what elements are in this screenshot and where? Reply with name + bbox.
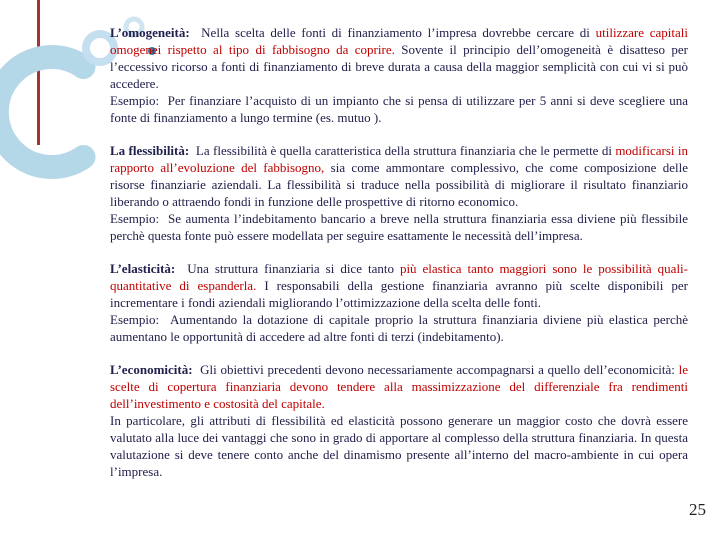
body-text: Esempio: Se aumenta l’indebitamento bancario a breve nella struttura finanziaria essa diviene più flessibile perchè questa fonte può essere modellata per seguire esattamente le necessità dell’impresa. — [110, 211, 688, 243]
paragraph-elasticita — [110, 260, 688, 345]
body-text: Gli obiettivi precedenti devono necessariamente accompagnarsi a quello dell’economicità: — [192, 362, 679, 377]
body-text: Esempio: Aumentando la dotazione di capitale proprio la struttura finanziaria diviene più elastica perchè aumentano le opportunità di accedere ad altre fonti di terzi (indebitamento). — [110, 312, 688, 344]
term-heading: La flessibilità: — [110, 143, 190, 158]
body-text: Nella scelta delle fonti di finanziamento l’impresa dovrebbe cercare di — [189, 25, 596, 40]
body-text: La flessibilità è quella caratteristica della struttura finanziaria che le permette di — [189, 143, 616, 158]
highlighted-text: modificarsi in rapporto all’evoluzione del fabbisogno, — [110, 143, 688, 175]
paragraph-flessibilita — [110, 142, 688, 244]
term-heading: L’omogeneità: — [110, 25, 190, 40]
body-text: Una struttura finanziaria si dice tanto — [175, 261, 400, 276]
body-text: sia come ammontare complessivo, che come composizione delle risorse finanziarie aziendali. La flessibilità si traduce nella possibilità di migliorare il risultato finanziario liberando o attraendo fondi in funzione delle prospettive di ritorno economico. — [110, 160, 688, 209]
highlighted-text: più elastica tanto maggiori sono le possibilità quali-quantitative di espanderla. — [110, 261, 689, 293]
body-text: Sovente il principio dell’omogeneità è disatteso per l’eccessivo ricorso a fonti di finanziamento di breve durata a causa della maggior semplicità con cui vi si può accedere. — [110, 42, 689, 91]
highlighted-text: le scelte di copertura finanziaria devono tendere alla massimizzazione del differenziale fra rendimenti dell’investimento e costosità del capitale. — [110, 362, 688, 411]
body-text: In particolare, gli attributi di flessibilità ed elasticità possono generare un maggior costo che dovrà essere valutato alla luce dei vantaggi che sono in grado di apportare al complesso della struttura finanziaria. In questa valutazione si deve tenere conto anche del dinamismo presente all’interno del macro-ambiente in cui opera l’impresa. — [110, 413, 688, 479]
body-text: I responsabili della gestione finanziaria avranno più scelte disponibili per incrementare i fondi aziendali migliorando l’ottimizzazione della scelta delle fonti. — [110, 278, 688, 310]
term-heading: L’economicità: — [110, 362, 193, 377]
term-heading: L’elasticità: — [110, 261, 176, 276]
body-text: Esempio: Per finanziare l’acquisto di un impianto che si pensa di utilizzare per 5 anni si deve scegliere una fonte di finanziamento a lungo termine (es. mutuo ). — [110, 93, 688, 125]
page-number: 25 — [689, 500, 706, 519]
paragraph-economicita — [110, 361, 688, 480]
paragraph-omogeneita — [110, 24, 688, 126]
red-line-decoration — [37, 0, 40, 145]
highlighted-text: utilizzare capitali omogenei rispetto al tipo di fabbisogno da coprire. — [110, 25, 688, 57]
crescent-decoration — [0, 57, 84, 167]
slide-content — [110, 24, 688, 496]
